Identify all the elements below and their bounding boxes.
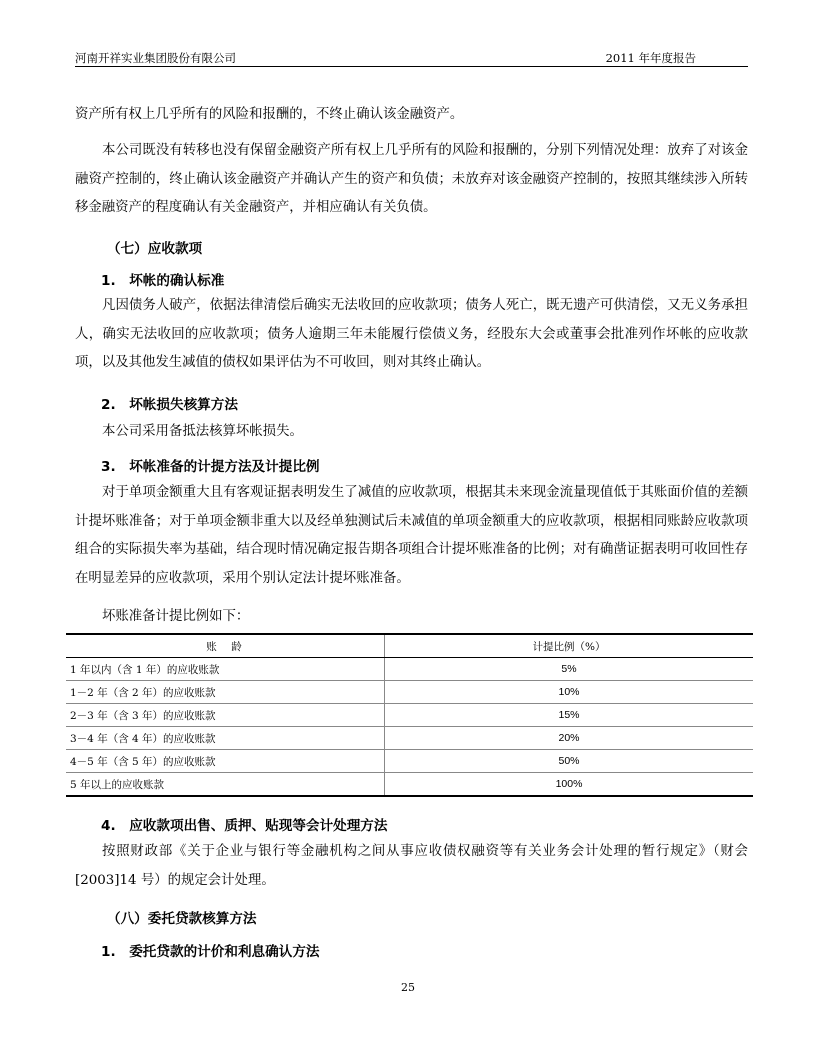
provision-ratio-table [66, 633, 753, 797]
aging-cell: 4－5 年（含 5 年）的应收账款 [66, 750, 385, 773]
page-number: 25 [401, 981, 415, 994]
section-heading-entrusted-loans: （八）委托贷款核算方法 [107, 911, 257, 927]
ratio-cell: 50% [385, 750, 754, 773]
ratio-cell: 20% [385, 727, 754, 750]
section-heading-receivables: （七）应收款项 [107, 241, 203, 257]
table-row [66, 727, 753, 750]
paragraph-provision-method: 对于单项金额重大且有客观证据表明发生了减值的应收款项，根据其未来现金流量现值低于其账面价值的差额计提坏账准备；对于单项金额非重大以及经单独测试后未减值的单项金额重大的应收款项，根据相同账龄应收款项组合的实际损失率为基础，结合现时情况确定报告期各项组合计提坏账准备的比例；对有确凿证据表明可收回性存在明显差异的应收款项，采用个别认定法计提坏账准备。 [75, 485, 748, 586]
ratio-cell: 10% [385, 681, 754, 704]
aging-cell: 2－3 年（含 3 年）的应收账款 [66, 704, 385, 727]
subheading-bad-debt-criteria: 1. 坏帐的确认标准 [101, 273, 225, 289]
table-row [66, 773, 753, 797]
column-header-ratio: 计提比例（%） [385, 634, 754, 658]
table-header-row [66, 634, 753, 658]
paragraph-receivable-disposal: 按照财政部《关于企业与银行等金融机构之间从事应收债权融资等有关业务会计处理的暂行规定》（财会[2003]14 号）的规定会计处理。 [75, 844, 748, 888]
company-name: 河南开祥实业集团股份有限公司 [75, 51, 236, 65]
ratio-cell: 5% [385, 658, 754, 681]
aging-cell: 1－2 年（含 2 年）的应收账款 [66, 681, 385, 704]
aging-cell: 1 年以内（含 1 年）的应收账款 [66, 658, 385, 681]
table-row [66, 681, 753, 704]
ratio-cell: 100% [385, 773, 754, 797]
paragraph-bad-debt-method: 本公司采用备抵法核算坏帐损失。 [102, 424, 303, 439]
table-row [66, 658, 753, 681]
ratio-cell: 15% [385, 704, 754, 727]
subheading-entrusted-loan-valuation: 1. 委托贷款的计价和利息确认方法 [101, 944, 320, 960]
aging-cell: 5 年以上的应收账款 [66, 773, 385, 797]
table-row [66, 704, 753, 727]
subheading-bad-debt-method: 2. 坏帐损失核算方法 [101, 397, 238, 413]
paragraph-bad-debt-criteria: 凡因债务人破产，依据法律清偿后确实无法收回的应收款项；债务人死亡，既无遗产可供清偿，又无义务承担人，确实无法收回的应收款项；债务人逾期三年未能履行偿债义务，经股东大会或董事会批准列作坏帐的应收款项，以及其他发生减值的债权如果评估为不可收回，则对其终止确认。 [75, 298, 748, 370]
subheading-provision-method: 3. 坏帐准备的计提方法及计提比例 [101, 459, 320, 475]
page-header [75, 48, 748, 67]
table-row [66, 750, 753, 773]
aging-cell: 3－4 年（含 4 年）的应收账款 [66, 727, 385, 750]
subheading-receivable-disposal: 4. 应收款项出售、质押、贴现等会计处理方法 [101, 818, 388, 834]
paragraph-provision-ratio-intro: 坏账准备计提比例如下： [102, 609, 250, 624]
paragraph-transfer: 本公司既没有转移也没有保留金融资产所有权上几乎所有的风险和报酬的，分别下列情况处理：放弃了对该金融资产控制的，终止确认该金融资产并确认产生的资产和负债；未放弃对该金融资产控制的，按照其继续涉入所转移金融资产的程度确认有关金融资产，并相应确认有关负债。 [75, 143, 748, 215]
paragraph-continuation: 资产所有权上几乎所有的风险和报酬的，不终止确认该金融资产。 [75, 107, 464, 122]
column-header-aging: 账 龄 [66, 634, 385, 658]
report-title: 2011 年年度报告 [605, 51, 696, 65]
